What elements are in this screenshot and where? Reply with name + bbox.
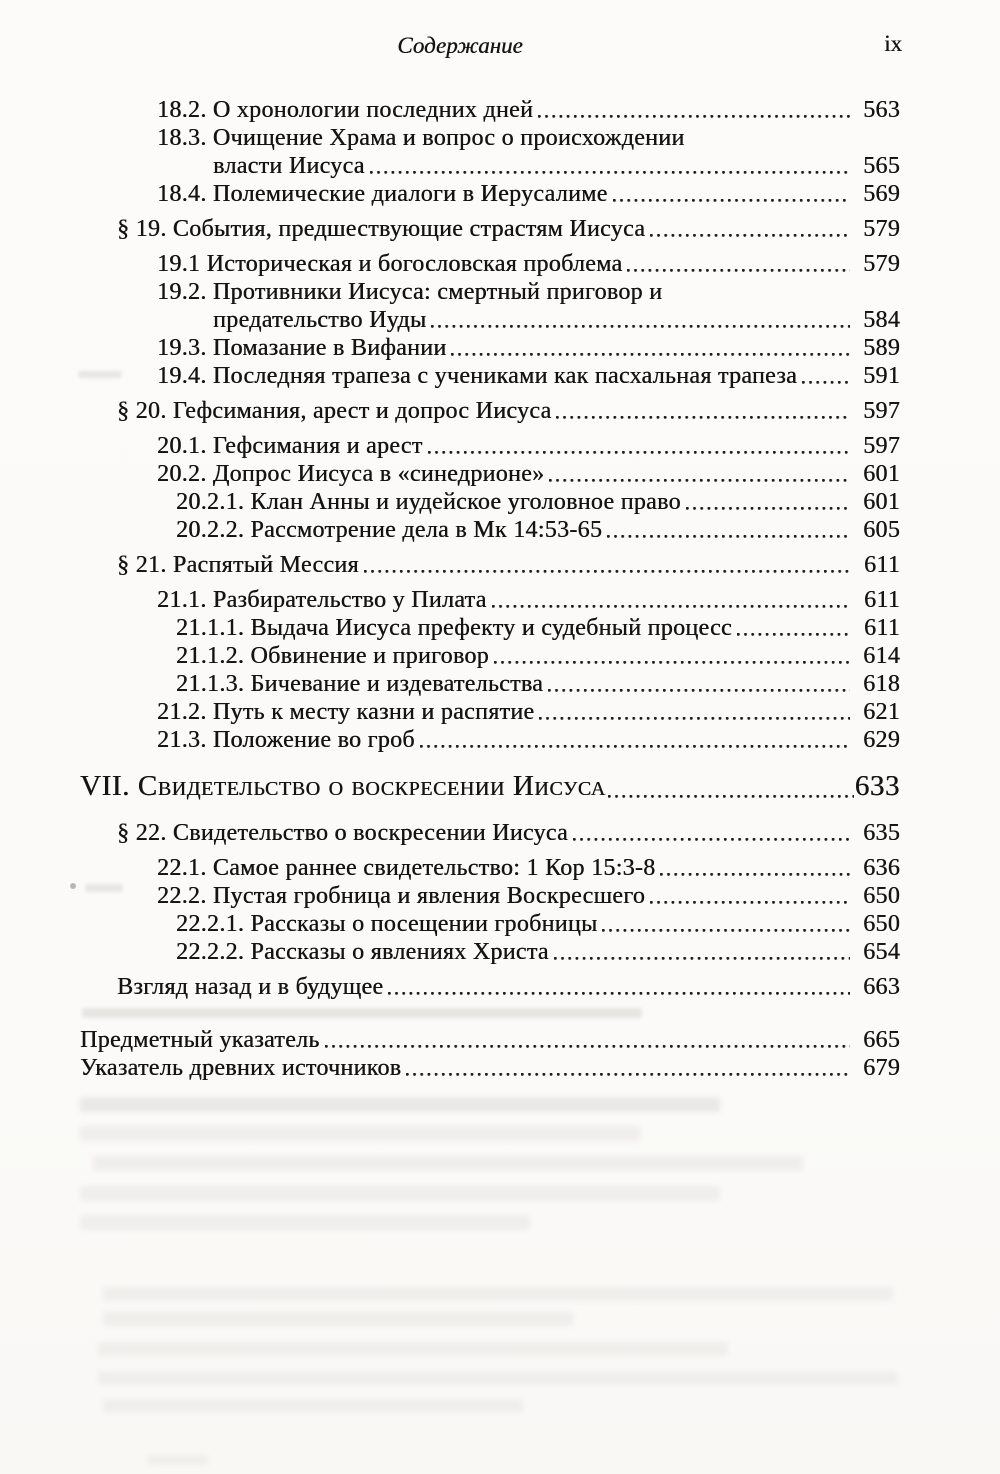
ghost-text-artifact	[103, 1312, 573, 1326]
toc-row	[80, 698, 900, 726]
toc-entry-title: 19.1 Историческая и богословская проблема	[157, 251, 623, 277]
toc-entry-title: 20.2.2. Рассмотрение дела в Мк 14:53-65	[176, 517, 603, 543]
toc-entry-title: 22.2.2. Рассказы о явлениях Христа	[176, 939, 549, 965]
toc-row	[80, 854, 900, 882]
toc-entry-page: 650	[863, 883, 900, 909]
toc-row	[80, 910, 900, 938]
dot-leader	[660, 854, 850, 882]
toc-row	[80, 215, 900, 243]
toc-entry-page: 611	[863, 552, 900, 578]
toc-entry-page: 584	[863, 307, 900, 333]
dot-leader	[538, 96, 850, 124]
toc-entry-title: § 22. Свидетельство о воскресении Иисуса	[117, 820, 568, 846]
ghost-text-artifact	[93, 1156, 803, 1171]
toc-entry-page: 563	[863, 97, 900, 123]
toc-row	[80, 551, 900, 579]
dot-leader	[554, 938, 850, 966]
dot-leader	[364, 551, 850, 579]
dot-leader	[549, 460, 850, 488]
ghost-text-artifact	[80, 1097, 720, 1112]
dot-leader	[325, 1026, 850, 1054]
toc-entry-page: 579	[863, 251, 900, 277]
dot-leader	[406, 1054, 850, 1082]
toc-row	[80, 180, 900, 208]
toc-entry-title: 22.2.1. Рассказы о посещении гробницы	[176, 911, 598, 937]
ghost-text-artifact	[103, 1399, 523, 1413]
toc-row	[80, 124, 900, 152]
dot-leader	[451, 334, 850, 362]
toc-row	[80, 819, 900, 847]
toc-row	[80, 362, 900, 390]
toc-entry-page: 635	[863, 820, 900, 846]
dot-leader	[573, 819, 850, 847]
toc-entry-title: 21.1.3. Бичевание и издевательства	[176, 671, 544, 697]
toc-row	[80, 642, 900, 670]
dot-leader	[737, 614, 850, 642]
toc-row	[80, 432, 900, 460]
toc-entry-title: § 20. Гефсимания, арест и допрос Иисуса	[117, 398, 552, 424]
ghost-text-artifact	[80, 1215, 530, 1230]
toc-entry-title: 18.3. Очищение Храма и вопрос о происхождении	[157, 125, 685, 151]
page-header-title: Содержание	[397, 33, 523, 58]
toc-entry-title: Взгляд назад и в будущее	[117, 974, 384, 1000]
toc-row	[80, 306, 900, 334]
toc-entry-page: 654	[863, 939, 900, 965]
toc-entry-page: 618	[863, 671, 900, 697]
toc-row	[80, 768, 900, 805]
toc-entry-title: 21.1.1. Выдача Иисуса префекту и судебный процесс	[176, 615, 732, 641]
toc-entry-page: 597	[863, 398, 900, 424]
dot-leader	[650, 882, 850, 910]
page-folio-number: ix	[884, 31, 902, 56]
toc-row	[80, 670, 900, 698]
toc-row	[80, 973, 900, 1001]
toc-entry-title: 20.1. Гефсимания и арест	[157, 433, 423, 459]
toc-entry-title: 21.2. Путь к месту казни и распятие	[157, 699, 535, 725]
toc-row	[80, 726, 900, 754]
toc-row	[80, 96, 900, 124]
toc-entry-page: 611	[863, 615, 900, 641]
ghost-text-artifact	[103, 1287, 893, 1301]
dot-leader	[431, 306, 850, 334]
toc-entry-page: 633	[854, 770, 900, 802]
toc-row	[80, 250, 900, 278]
toc-row	[80, 488, 900, 516]
toc-entry-title: власти Иисуса	[213, 153, 365, 179]
toc-row	[80, 397, 900, 425]
toc-entry-page: 611	[863, 587, 900, 613]
toc-entry-title: 22.2. Пустая гробница и явления Воскресшего	[157, 883, 646, 909]
dot-leader	[627, 250, 850, 278]
dot-leader	[492, 586, 850, 614]
toc-entry-page: 605	[863, 517, 900, 543]
dot-leader	[802, 362, 850, 390]
toc-entry-title: 22.1. Самое раннее свидетельство: 1 Кор 15:3-8	[157, 855, 656, 881]
dot-leader	[539, 698, 850, 726]
toc-entry-title: 20.2.1. Клан Анны и иудейское уголовное право	[176, 489, 681, 515]
toc-entry-page: 679	[863, 1055, 900, 1081]
toc-entry-title: Указатель древних источников	[80, 1055, 402, 1081]
toc-entry-page: 650	[863, 911, 900, 937]
toc-entry-page: 663	[863, 974, 900, 1000]
toc-entry-page: 629	[863, 727, 900, 753]
toc-entry-page: 636	[863, 855, 900, 881]
toc-entry-page: 621	[863, 699, 900, 725]
toc-row	[80, 278, 900, 306]
dot-leader	[608, 768, 854, 805]
dot-leader	[556, 397, 850, 425]
toc-entry-title: § 21. Распятый Мессия	[117, 552, 359, 578]
toc-entry-title: 21.1. Разбирательство у Пилата	[157, 587, 487, 613]
toc-entry-title: VII. Свидетельство о воскресении Иисуса	[80, 770, 606, 802]
toc-entry-page: 597	[863, 433, 900, 459]
dot-leader	[548, 670, 850, 698]
dot-leader	[602, 910, 850, 938]
dot-leader	[494, 642, 850, 670]
toc-entry-title: 21.1.2. Обвинение и приговор	[176, 643, 489, 669]
toc-entry-page: 601	[863, 489, 900, 515]
toc-row	[80, 586, 900, 614]
dot-leader	[613, 180, 850, 208]
toc-entry-title: 19.3. Помазание в Вифании	[157, 335, 447, 361]
toc-entry-title: 19.2. Противники Иисуса: смертный приговор и	[157, 279, 663, 305]
toc-row	[80, 460, 900, 488]
dot-leader	[686, 488, 850, 516]
toc-entry-page: 579	[863, 216, 900, 242]
ghost-text-artifact	[98, 1342, 728, 1356]
dot-leader	[607, 516, 850, 544]
toc-entry-page: 601	[863, 461, 900, 487]
toc-row	[80, 882, 900, 910]
toc-row	[80, 334, 900, 362]
toc-list	[80, 96, 900, 1082]
dot-leader	[428, 432, 850, 460]
toc-entry-title: 21.3. Положение во гроб	[157, 727, 415, 753]
scan-speck	[70, 883, 76, 889]
toc-entry-title: 20.2. Допрос Иисуса в «синедрионе»	[157, 461, 545, 487]
toc-entry-page: 665	[863, 1027, 900, 1053]
toc-row	[80, 516, 900, 544]
dot-leader	[420, 726, 850, 754]
toc-row	[80, 152, 900, 180]
toc-entry-title: § 19. События, предшествующие страстям Иисуса	[117, 216, 646, 242]
toc-entry-page: 569	[863, 181, 900, 207]
dot-leader	[370, 152, 850, 180]
toc-row	[80, 614, 900, 642]
toc-entry-title: 18.4. Полемические диалоги в Иерусалиме	[157, 181, 608, 207]
toc-row	[80, 938, 900, 966]
toc-entry-page: 614	[863, 643, 900, 669]
ghost-text-artifact	[98, 1371, 898, 1385]
toc-entry-title: Предметный указатель	[80, 1027, 320, 1053]
toc-entry-page: 589	[863, 335, 900, 361]
toc-entry-title: предательство Иуды	[213, 307, 427, 333]
toc-entry-title: 18.2. О хронологии последних дней	[157, 97, 534, 123]
toc-entry-page: 591	[863, 363, 900, 389]
ghost-text-artifact	[148, 1455, 208, 1465]
toc-row	[80, 1054, 900, 1082]
dot-leader	[388, 973, 850, 1001]
toc-entry-title: 19.4. Последняя трапеза с учениками как пасхальная трапеза	[157, 363, 797, 389]
toc-row	[80, 1026, 900, 1054]
toc-entry-page: 565	[863, 153, 900, 179]
dot-leader	[650, 215, 850, 243]
ghost-text-artifact	[80, 1126, 640, 1141]
ghost-text-artifact	[80, 1186, 720, 1201]
